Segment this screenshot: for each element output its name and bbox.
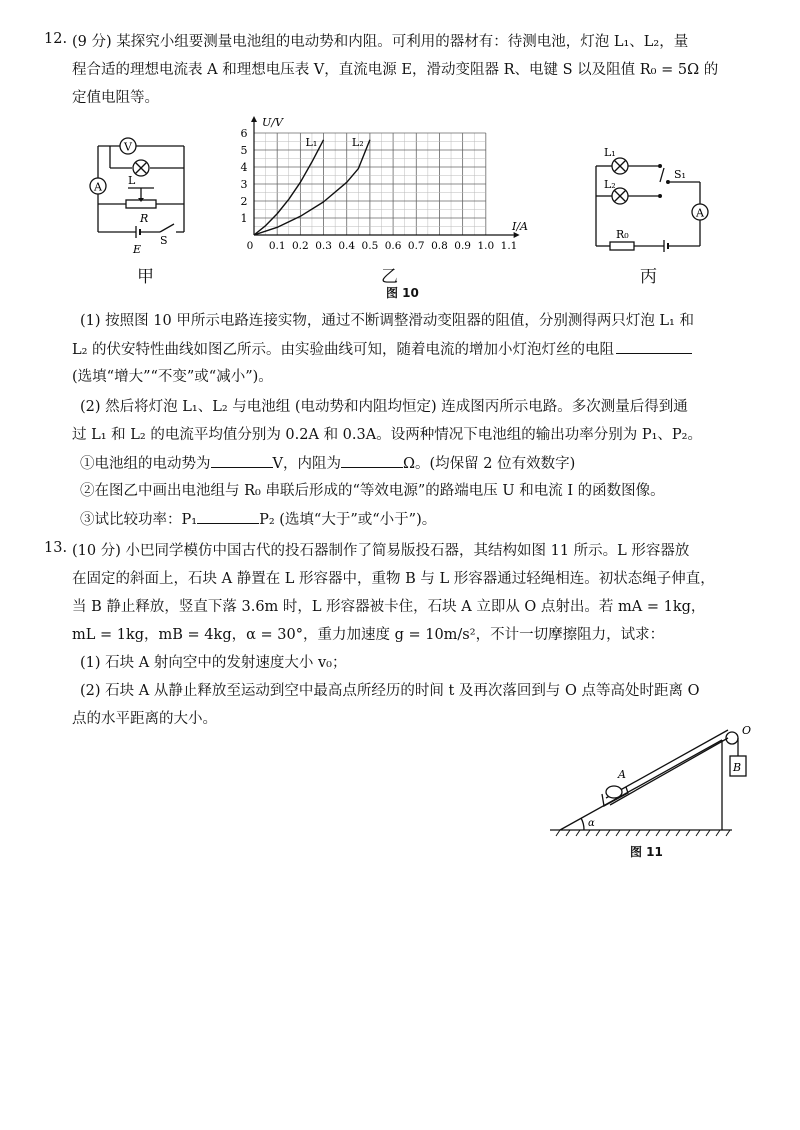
y-tick-label: 3 [240, 178, 248, 191]
q13-line-2: 在固定的斜面上，石块 A 静置在 L 形容器中，重物 B 与 L 形容器通过轻绳相连。初状态绳子伸直， [72, 571, 715, 587]
switch1-label: S₁ [674, 168, 686, 181]
figure-11-title: 图 11 [630, 845, 663, 859]
q12-part2-sub-c: ③试比较功率：P₁ P₂ (选填“大于”或“小于”)。 [80, 508, 436, 531]
source-label: E [133, 243, 142, 256]
answer-blank-power-compare[interactable] [197, 508, 259, 524]
y-axis-arrow [251, 116, 257, 122]
q13-part1: (1) 石块 A 射向空中的发射速度大小 v₀； [80, 655, 347, 671]
q12-intro-line-1: (9 分) 某探究小组要测量电池组的电动势和内阻。可利用的器材有：待测电池，灯泡 L₁、L₂，量 [72, 34, 689, 50]
x-tick-label: 0.1 [268, 240, 286, 252]
caption-yi: 乙 [381, 267, 398, 287]
q12-intro-line-3: 定值电阻等。 [72, 90, 159, 106]
y-axis-label: U/V [262, 116, 283, 129]
lamp2-label: L₂ [604, 178, 616, 191]
x-tick-label: 1.0 [477, 240, 495, 252]
x-tick-label: 0 [246, 240, 254, 252]
x-tick-label: 0.3 [315, 240, 332, 252]
x-tick-label: 0.8 [431, 240, 448, 252]
q12-part1-line-3: (选填“增大”“不变”或“减小”)。 [72, 369, 273, 385]
question-number-12: 12. [44, 31, 68, 47]
question-number-13: 13. [44, 540, 68, 556]
rheostat-label: R [140, 212, 149, 225]
q13-line-1: (10 分) 小巴同学模仿中国古代的投石器制作了简易版投石器，其结构如图 11 所示。L 形容器放 [72, 543, 690, 559]
y-tick-label: 4 [240, 161, 248, 174]
point-o-label: O [742, 726, 752, 737]
y-tick-label: 2 [240, 195, 248, 208]
q12-part2-line-2: 过 L₁ 和 L₂ 的电流平均值分别为 0.2A 和 0.3A。设两种情况下电池组的输出功率分别为 P₁、P₂。 [72, 427, 702, 443]
q12-part1-line-2: L₂ 的伏安特性曲线如图乙所示。由实验曲线可知，随着电流的增加小灯泡灯丝的电阻 [72, 338, 692, 361]
x-tick-label: 1.1 [500, 240, 518, 252]
answer-blank-internal-resistance[interactable] [341, 452, 403, 468]
lamp1-label: L₁ [604, 146, 616, 159]
y-tick-label: 1 [240, 212, 248, 225]
iv-curve-chart [236, 114, 546, 254]
resistor-r0-label: R₀ [616, 228, 629, 241]
q12-intro-line-2: 程合适的理想电流表 A 和理想电压表 V，直流电源 E，滑动变阻器 R、电键 S 以及阻值 R₀ = 5Ω 的 [72, 62, 719, 78]
q12-part2-line-1: (2) 然后将灯泡 L₁、L₂ 与电池组 (电动势和内阻均恒定) 连成图丙所示电路。多次测量后得到通 [80, 399, 688, 415]
x-tick-label: 0.2 [292, 240, 309, 252]
angle-alpha-label: α [588, 818, 595, 829]
catapult-diagram [546, 726, 762, 838]
x-tick-label: 0.7 [407, 240, 425, 252]
caption-jia: 甲 [137, 267, 154, 287]
figure-10-title: 图 10 [386, 286, 419, 300]
weight-b-label: B [733, 761, 742, 774]
q13-part2-line-2: 点的水平距离的大小。 [72, 711, 217, 727]
switch-label: S [160, 234, 168, 247]
circuit-diagram-bing [588, 146, 718, 258]
q13-line-4: mL = 1kg，mB = 4kg，α = 30°，重力加速度 g = 10m/s²，不计一切摩擦阻力，试求： [72, 627, 665, 643]
lamp-label: L [128, 174, 136, 187]
stone-a-label: A [618, 768, 626, 781]
y-tick-label: 6 [240, 127, 248, 140]
x-tick-label: 0.9 [454, 240, 471, 252]
x-axis-label: I/A [512, 220, 528, 233]
caption-bing: 丙 [640, 267, 657, 287]
ammeter-label-bing: A [696, 206, 704, 220]
voltmeter-label: V [124, 140, 132, 154]
q13-part2-line-1: (2) 石块 A 从静止释放至运动到空中最高点所经历的时间 t 及再次落回到与 O 点等高处时距离 O [80, 683, 700, 699]
x-tick-label: 0.6 [384, 240, 402, 252]
answer-blank-emf[interactable] [211, 452, 273, 468]
series-label-2: L₂ [351, 135, 364, 149]
x-tick-label: 0.4 [338, 240, 356, 252]
answer-blank-resistance[interactable] [616, 338, 692, 354]
y-tick-label: 5 [240, 144, 248, 157]
ammeter-label: A [94, 180, 102, 194]
q12-part1-line-1: (1) 按照图 10 甲所示电路连接实物，通过不断调整滑动变阻器的阻值，分别测得两只灯泡 L₁ 和 [80, 313, 694, 329]
q12-part2-sub-b: ②在图乙中画出电池组与 R₀ 串联后形成的“等效电源”的路端电压 U 和电流 I 的函数图像。 [80, 483, 665, 499]
q12-part2-sub-a: ①电池组的电动势为 V，内阻为 Ω。(均保留 2 位有效数字) [80, 452, 575, 475]
series-label-1: L₁ [305, 135, 318, 149]
q13-line-3: 当 B 静止释放，竖直下落 3.6m 时，L 形容器被卡住，石块 A 立即从 O 点射出。若 mA = 1kg， [72, 599, 706, 615]
circuit-diagram-jia [88, 132, 198, 262]
x-tick-label: 0.5 [361, 240, 379, 252]
